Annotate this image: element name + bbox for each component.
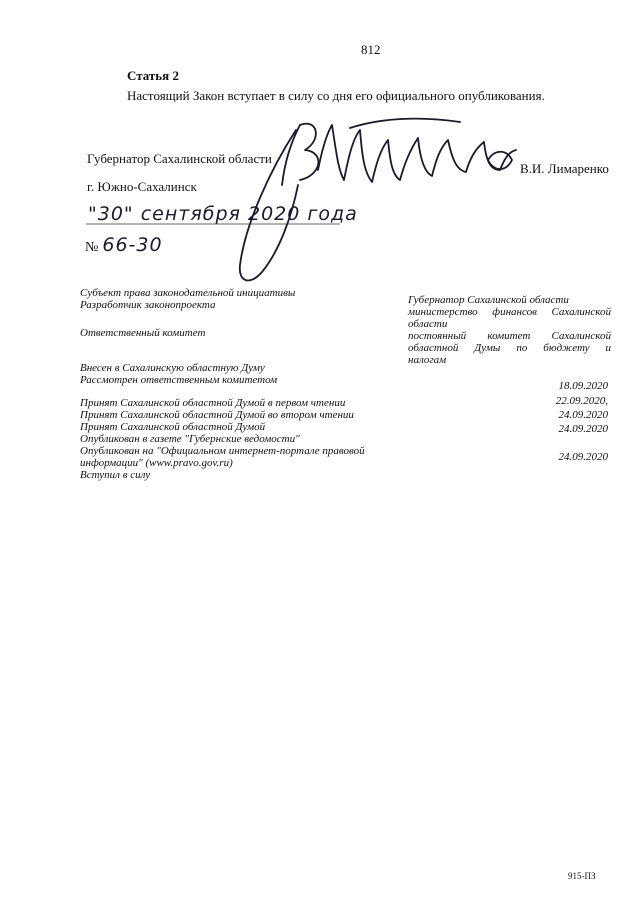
value-committee-1: постоянный комитет Сахалинской <box>408 330 611 342</box>
city: г. Южно-Сахалинск <box>87 179 197 194</box>
label-published-newspaper: Опубликован в газете "Губернские ведомости" <box>80 433 300 445</box>
label-initiative: Субъект права законодательной инициативы <box>80 287 296 299</box>
date-second-reading: 24.09.2020 <box>558 423 608 435</box>
article-text: Настоящий Закон вступает в силу со дня его официального опубликования. <box>127 88 545 103</box>
date-first-reading: 24.09.2020 <box>558 409 608 421</box>
label-adopted: Принят Сахалинской областной Думой <box>80 421 266 433</box>
label-developer: Разработчик законопроекта <box>80 299 216 311</box>
page-number: 812 <box>361 42 381 57</box>
date-reviewed: 22.09.2020, <box>555 395 608 407</box>
governor-title: Губернатор Сахалинской области <box>87 151 272 166</box>
date-submitted: 18.09.2020 <box>558 380 608 392</box>
value-committee-2: областной Думы по бюджету и <box>408 342 611 354</box>
value-initiative: Губернатор Сахалинской области <box>408 294 569 306</box>
label-second-reading: Принят Сахалинской областной Думой во втором чтении <box>80 409 354 421</box>
value-committee-3: налогам <box>408 354 447 366</box>
label-entry-into-force: Вступил в силу <box>80 469 151 481</box>
footer-code: 915-ПЗ <box>568 871 596 881</box>
value-developer-2: области <box>408 318 448 330</box>
handwritten-date-text: "30" сентября 2020 года <box>88 203 358 225</box>
label-first-reading: Принят Сахалинской областной Думой в первом чтении <box>80 397 346 409</box>
value-developer-1: министерство финансов Сахалинской <box>408 306 611 318</box>
date-adopted: 24.09.2020 <box>558 451 608 463</box>
value-list <box>408 294 611 366</box>
label-committee: Ответственный комитет <box>80 327 206 339</box>
label-published-portal-cont: информации" (www.pravo.gov.ru) <box>80 457 233 469</box>
label-reviewed: Рассмотрен ответственным комитетом <box>80 374 278 386</box>
handwritten-number: 66-30 <box>102 234 163 256</box>
article-title: Статья 2 <box>127 68 179 83</box>
label-list <box>80 287 365 481</box>
governor-signature <box>0 0 640 300</box>
governor-name: В.И. Лимаренко <box>520 161 609 176</box>
number-prefix: № <box>85 240 99 255</box>
label-submitted: Внесен в Сахалинскую областную Думу <box>80 362 265 374</box>
label-published-portal: Опубликован на "Официальном интернет-портале правовой <box>80 445 365 457</box>
